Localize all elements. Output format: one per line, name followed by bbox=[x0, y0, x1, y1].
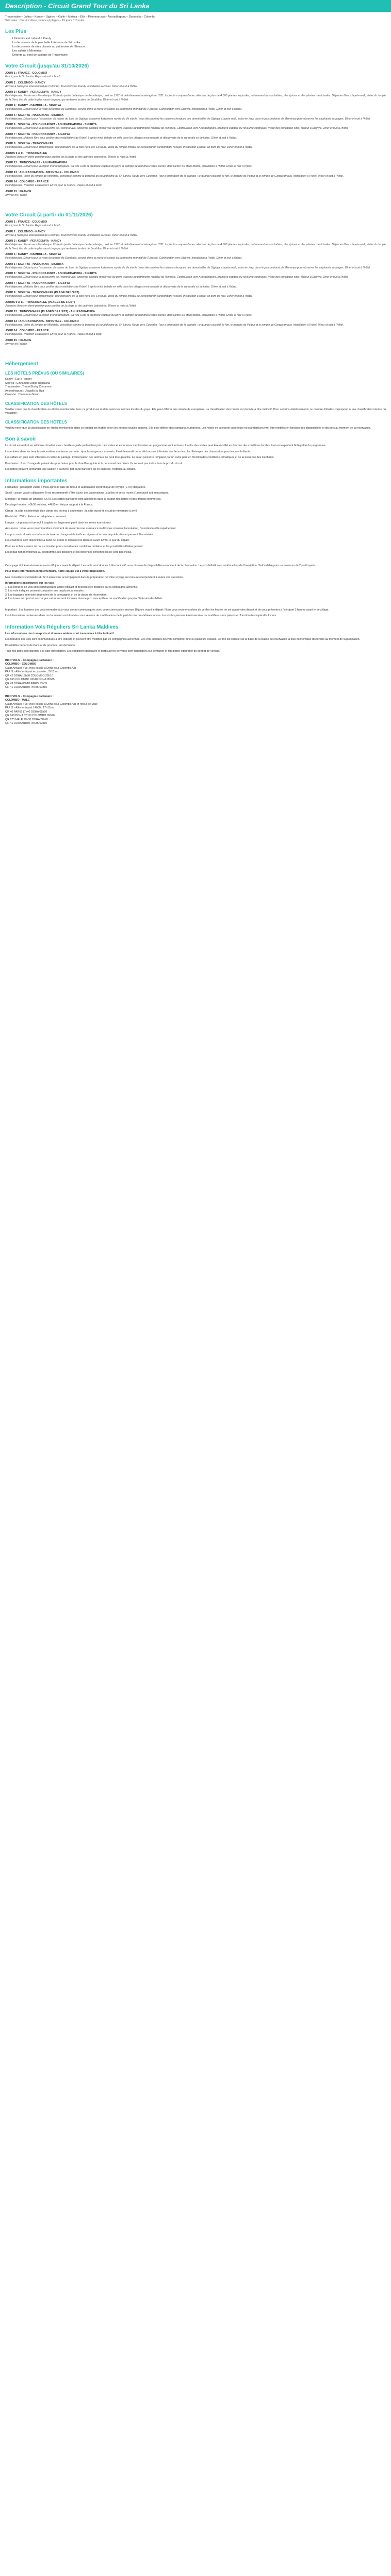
page bbox=[0, 0, 391, 726]
day-title: JOUR 2 : COLOMBO - KANDY bbox=[5, 230, 45, 233]
day-block bbox=[5, 161, 386, 169]
day-description: Petit déjeuner. Route vers Peradeniya. Visite du jardin botanique de Peradeniya, créé en 1371 et définitivement aménagé en 1821. Le jardin comprend une collection de plus de 4 000 plantes tropicales, notamment des orchidées, des épices et des plantes médicinales. Déjeuner libre. L'après-midi, visite du temple de la Dent, lieu de culte le plus sacré du pays, qui renferme la dent de Bouddha. Dîner et nuit à l'hôtel. bbox=[5, 243, 386, 250]
info-line: Climat : la côte est bénéficie d'un climat sec de mai à septembre ; la côte ouest et le sud de novembre à avril. bbox=[5, 509, 138, 513]
day-title: JOUR 14 : COLOMBO - FRANCE bbox=[5, 180, 49, 183]
flight-group bbox=[5, 695, 386, 726]
flight-line: Qatar Airways : Vol avec escale à Doha pour Colombo A/R bbox=[5, 666, 76, 670]
flight-group bbox=[5, 659, 386, 690]
day-title: JOUR 14 : COLOMBO - FRANCE bbox=[5, 329, 49, 332]
day-block bbox=[5, 190, 386, 198]
hebergement-title: Hébergement bbox=[5, 361, 38, 367]
booking-info: Ce voyage doit être réservé au moins 60 jours avant le départ. Les tarifs sont donnés à titre indicatif, sous réserve de disponibilité au moment de la réservation. Le prix définitif sera confirmé lors de l'inscription. Tarif valable pour un minimum de 2 participants. bbox=[5, 564, 317, 567]
flight-info-line: 4. Les taxes aéroport et surcharges carburant sont incluses dans le prix, susceptibles de modification jusqu'à l'émission des billets. bbox=[5, 597, 164, 600]
contact-info: Pour toute information complémentaire, notre équipe est à votre disposition. bbox=[5, 570, 105, 573]
bon-a-savoir-paragraph: Pourboires : il est d'usage de prévoir des pourboires pour le chauffeur-guide et le personnel des hôtels. Ils ne sont pas inclus dans le prix du circuit. bbox=[5, 462, 183, 465]
day-block bbox=[5, 123, 386, 131]
day-title: JOUR 7 : SIGIRIYA - POLONNARUWA - SIGIRIYA bbox=[5, 281, 70, 285]
infos-title: Informations importantes bbox=[5, 478, 68, 484]
day-block bbox=[5, 300, 386, 309]
flight-line: QR 665 COLOMBO 03h10 DOHA 05h35 bbox=[5, 678, 55, 681]
day-title: JOUR 3 : KANDY - PERADENIYA - KANDY bbox=[5, 91, 61, 94]
flight-info-line: 1. Les horaires de vols sont communiqués à titre indicatif et peuvent être modifiés par la compagnie aérienne. bbox=[5, 585, 138, 589]
day-title: JOUR 15 : FRANCE bbox=[5, 190, 31, 193]
vols-p3: Possibilités départs de Paris et de province, sur demande. bbox=[5, 643, 76, 647]
day-block bbox=[5, 81, 386, 89]
flights-info-list bbox=[5, 586, 386, 601]
day-title: JOUR 2 : COLOMBO - KANDY bbox=[5, 81, 45, 84]
bon-a-savoir-title: Bon à savoir bbox=[5, 436, 37, 442]
classification-text-2: Veuillez noter que la classification en étoiles mentionnée dans ce produit est établie selon les normes locales du pays. Elle peut différer des standards européens. Les hôtels en catégorie supérieure ou standard peuvent être modifiés en fonction des disponibilités et des prix au moment de la réservation. bbox=[5, 426, 371, 430]
hotels-list bbox=[5, 378, 386, 397]
day-description: Petit déjeuner. Route vers Peradeniya. Visite du jardin botanique de Peradeniya, créé en 1371 et définitivement aménagé en 1821. Le jardin comprend une collection de plus de 4 000 plantes tropicales, notamment des orchidées, des épices et des plantes médicinales. Déjeuner libre. L'après-midi, visite du temple de la Dent, lieu de culte le plus sacré du pays, qui renferme la dent de Bouddha. Dîner et nuit à l'hôtel. bbox=[5, 94, 386, 101]
day-description: Petit déjeuner. Matinée libre pour profiter des installations de l'hôtel. L'après-midi, balade en vélo dans les villages environnants et découverte de la vie rurale sri lankaise. Dîner et nuit à l'hôtel. bbox=[5, 136, 237, 140]
page-header bbox=[0, 0, 391, 12]
day-description: Petit déjeuner. Départ pour la découverte de Polonnaruwa, ancienne capitale médiévale du pays, classée au patrimoine mondial de l'Unesco. Continuation vers Anuradhapura, première capitale du royaume cinghalais. Visite des principaux sites. Retour à Sigiriya. Dîner et nuit à l'hôtel. bbox=[5, 276, 349, 279]
info-line: Pour les enfants, merci de nous consulter pour connaître les conditions tarifaires et les possibilités d'hébergement. bbox=[5, 545, 144, 548]
day-description: Envol pour le Sri Lanka. Repas et nuit à bord. bbox=[5, 224, 60, 227]
flight-group-name: INFO VOLS – Compagnie Partenaire : bbox=[5, 658, 54, 662]
day-block bbox=[5, 132, 386, 141]
info-line: Les chambres sont disponibles à partir de 14h00 et doivent être libérées avant 12h00 le jour du départ. bbox=[5, 539, 130, 542]
circuit1-title: Votre Circuit (jusqu'au 31/10/2026) bbox=[5, 63, 89, 69]
hotel-item: Sigiriya : Cinnamon Lodge Habarana bbox=[5, 381, 50, 385]
classification-title: CLASSIFICATION DES HÔTELS bbox=[5, 401, 67, 406]
info-line: Électricité : 230 V. Prévoir un adaptateur universel. bbox=[5, 515, 67, 518]
bon-a-savoir-paragraph: Les entrées dans les temples nécessitent une tenue correcte : épaules et genoux couverts. Il est demandé de se déchausser à l'entrée des lieux de culte. Prévoyez des chaussettes pour les sols brûlants. bbox=[5, 450, 251, 453]
day-description: Petit déjeuner. Départ pour Trincomalee, ville portuaire de la côte nord-est. En route, visite du temple hindou de Koneswaram surplombant l'océan. Installation à l'hôtel en bord de mer. Dîner et nuit à l'hôtel. bbox=[5, 295, 253, 298]
day-block bbox=[5, 220, 386, 228]
classification-title-2: CLASSIFICATION DES HÔTELS bbox=[5, 419, 67, 425]
bon-a-savoir-paragraph: Le circuit est réalisé en véhicule climatisé avec chauffeur-guide parlant français. Les visites et excursions mentionnées au programme sont incluses. L'ordre des visites peut être modifié en fonction des conditions locales, tout en respectant l'intégralité du programme. bbox=[5, 444, 327, 447]
classification-text: Veuillez noter que la classification en étoiles mentionnée dans ce produit est établie selon les normes locales du pays. Elle peut différer des standards européens. La classification des hôtels est donnée à titre indicatif. Pour certains établissements, le nombre d'étoiles correspond à une classification interne du voyagiste. bbox=[5, 408, 386, 415]
day-description: Petit déjeuner. Départ pour la découverte de Polonnaruwa, ancienne capitale médiévale du pays, classée au patrimoine mondial de l'Unesco. Continuation vers Anuradhapura, première capitale du royaume cinghalais. Visite des principaux sites. Retour à Sigiriya. Dîner et nuit à l'hôtel. bbox=[5, 127, 349, 130]
day-description: Journées libres en demi-pension pour profiter de la plage et des activités balnéaires. Dîners et nuits à l'hôtel. bbox=[5, 304, 137, 308]
vols-p4: Tous nos tarifs sont garantis à la date d'inscription. Les conditions générales et particulières de vente sont disponibles sur demande et font partie intégrante du contrat de voyage. bbox=[5, 650, 220, 653]
flight-line: Qatar Airways : Vol avec escale à Doha pour Colombo A/R et retour de Malé bbox=[5, 702, 98, 706]
day-title: JOUR 12 : TRINCOMALEE (PLAGES DE L'EST) - ANURADHAPURA bbox=[5, 310, 95, 313]
day-title: JOUR 4 : KANDY - DAMBULLA - SIGIRIYA bbox=[5, 104, 61, 107]
day-title: JOUR 8 : SIGIRIYA - TRINCOMALEE (PLAGE DE L'EST) bbox=[5, 291, 79, 294]
day-block bbox=[5, 171, 386, 179]
plus-item: • L'itinéraire est culturel à Kandy bbox=[12, 37, 386, 41]
flight-info-line: 2. Les vols indiqués peuvent comporter une ou plusieurs escales. bbox=[5, 589, 85, 592]
day-title: JOUR 3 : KANDY - PERADENIYA - KANDY bbox=[5, 240, 61, 243]
flight-group-name: INFO VOLS – Compagnie Partenaire : bbox=[5, 694, 54, 698]
day-title: JOUR 15 : FRANCE bbox=[5, 338, 31, 342]
day-block bbox=[5, 319, 386, 328]
day-description: Petit déjeuner. Transfert à l'aéroport. Envol pour la France. Repas et nuit à bord. bbox=[5, 184, 102, 187]
hotel-item: Anuradhapura : Ulagalla by Uga bbox=[5, 389, 44, 393]
day-title: JOUR 4 : KANDY - DAMBULLA - SIGIRIYA bbox=[5, 253, 61, 256]
day-title: JOUR 13 : ANURADHAPURA - MIHINTALE - COLOMBO bbox=[5, 171, 79, 174]
flight-line: QR 42 DOHA 15h50 COLOMBO 22h10 bbox=[5, 674, 53, 677]
day-description: Envol pour le Sri Lanka. Repas et nuit à bord. bbox=[5, 75, 60, 78]
bon-a-savoir-paragraph: Les hôtels peuvent demander une caution à l'arrivée, par carte bancaire ou en espèces, restituée au départ. bbox=[5, 468, 136, 471]
circuit2-days bbox=[5, 220, 386, 346]
vols-p1: Les informations des transports et douanes aériens sont transmises à titre indicatif. bbox=[5, 632, 115, 635]
bon-a-savoir-paragraph: Les safaris en jeep sont effectués en véhicule partagé. L'observation des animaux ne peut être garantie. Le safari peut être remplacé par un autre parc en fonction des conditions climatiques et de la présence des éléphants. bbox=[5, 456, 275, 459]
day-title: JOURS 9 A 11 : TRINCOMALEE (PLAGES DE L'EST) bbox=[5, 300, 75, 304]
day-block bbox=[5, 262, 386, 270]
info-line: Les prix sont calculés sur la base de taux de change et de tarifs en vigueur à la date de publication et peuvent être révisés. bbox=[5, 533, 154, 536]
day-title: JOUR 5 : SIGIRIYA - HABARANA - SIGIRIYA bbox=[5, 262, 64, 266]
flight-line: QR 41 DOHA 01h50 PARIS 07h10 bbox=[5, 722, 47, 725]
day-block bbox=[5, 310, 386, 318]
day-description: Petit déjeuner. Départ pour la visite du temple de Dambulla, creusé dans la roche et classé au patrimoine mondial de l'Unesco. Continuation vers Sigiriya. Installation à l'hôtel. Dîner et nuit à l'hôtel. bbox=[5, 257, 242, 260]
flight-line: QR 41 DOHA 01h50 PARIS 07h10 bbox=[5, 686, 47, 689]
day-block bbox=[5, 142, 386, 150]
info-line: Décalage horaire : +3h30 en hiver, +4h30 en été par rapport à la France. bbox=[5, 503, 93, 506]
day-description: Petit déjeuner. Départ pour la visite du temple de Dambulla, creusé dans la roche et classé au patrimoine mondial de l'Unesco. Continuation vers Sigiriya. Installation à l'hôtel. Dîner et nuit à l'hôtel. bbox=[5, 108, 242, 111]
day-title: JOUR 8 : SIGIRIYA - TRINCOMALEE bbox=[5, 142, 54, 145]
vols-groups bbox=[5, 659, 386, 726]
day-description: Arrivée en France. bbox=[5, 193, 28, 197]
circuit2-title: Votre Circuit (à partir du 01/11/2026) bbox=[5, 212, 93, 218]
bon-a-savoir-list bbox=[5, 444, 386, 472]
day-description: Petit déjeuner. Départ pour l'ascension du rocher du Lion de Sigiriya, ancienne forteresse royale du Ve siècle. Vous découvrirez les célèbres fresques des demoiselles de Sigiriya. L'après-midi, safari en jeep dans le parc national de Minneriya pour observer les éléphants sauvages. Dîner et nuit à l'hôtel. bbox=[5, 117, 371, 121]
day-title: JOUR 12 : TRINCOMALEE - ANURADHAPURA bbox=[5, 161, 68, 164]
info-line: Les repas non mentionnés au programme, les boissons et les dépenses personnelles ne sont pas inclus. bbox=[5, 551, 132, 554]
flight-line: QR 668 DOHA 02h30 COLOMBO 09h20 bbox=[5, 714, 55, 717]
day-title: JOUR 7 : SIGIRIYA - POLONNARUWA - SIGIRIYA bbox=[5, 132, 70, 136]
flight-line: QR 675 MALE 19h30 DOHA 22h45 bbox=[5, 718, 48, 721]
day-block bbox=[5, 272, 386, 280]
day-description: Arrivée à l'aéroport international de Colombo. Transfert vers Kandy. Installation à l'hôtel. Dîner et nuit à l'hôtel. bbox=[5, 233, 138, 237]
day-description: Journées libres en demi-pension pour profiter de la plage et des activités balnéaires. Dîners et nuits à l'hôtel. bbox=[5, 155, 137, 159]
intro-places: Trincomalee – Jaffna – Kandy – Sigiriya – Galle – Mirissa – Ella – Polonnaruwa – Anuradhapura – Dambulla – Colombo bbox=[5, 15, 156, 19]
day-block bbox=[5, 151, 386, 160]
flights-info-title: Informations importantes sur les vols bbox=[5, 582, 54, 585]
infos-list bbox=[5, 486, 386, 555]
day-block bbox=[5, 90, 386, 102]
day-title: JOUR 6 : SIGIRIYA - POLONNARUWA - ANURADHAPURA - SIGIRIYA bbox=[5, 123, 97, 126]
day-description: Petit déjeuner. Matinée libre pour profiter des installations de l'hôtel. L'après-midi, balade en vélo dans les villages environnants et découverte de la vie rurale sri lankaise. Dîner et nuit à l'hôtel. bbox=[5, 285, 237, 289]
hotels-subtitle: LES HÔTELS PRÉVUS (OU SIMILAIRES) bbox=[5, 371, 84, 376]
day-description: Petit déjeuner. Transfert à l'aéroport. Envol pour la France. Repas et nuit à bord. bbox=[5, 333, 102, 336]
day-block bbox=[5, 113, 386, 122]
day-block bbox=[5, 329, 386, 337]
plus-title: Les Plus bbox=[5, 29, 27, 35]
hotel-item: Trincomalee : Trinco Blu by Cinnamon bbox=[5, 385, 52, 388]
info-line: Santé : aucun vaccin obligatoire. Il est recommandé d'être à jour des vaccinations usuelles et de se munir d'un répulsif anti-moustiques. bbox=[5, 492, 169, 495]
flight-line: PARIS - Aller le départ 14h00 ; 17h15 ou bbox=[5, 706, 55, 709]
day-description: Petit déjeuner. Visite du temple de Mihintale, considéré comme le berceau du bouddhisme au Sri Lanka. Route vers Colombo. Tour d'orientation de la capitale : le quartier colonial, le fort, le marché de Pettah et le temple de Gangaramaya. Installation à l'hôtel. Dîner et nuit à l'hôtel. bbox=[5, 323, 344, 327]
info-line: Assurance : nous vous recommandons vivement de souscrire une assurance multirisque couvrant l'annulation, l'assistance et le rapatriement. bbox=[5, 527, 177, 530]
day-description: Petit déjeuner. Départ pour l'ascension du rocher du Lion de Sigiriya, ancienne forteresse royale du Ve siècle. Vous découvrirez les célèbres fresques des demoiselles de Sigiriya. L'après-midi, safari en jeep dans le parc national de Minneriya pour observer les éléphants sauvages. Dîner et nuit à l'hôtel. bbox=[5, 266, 371, 269]
vols-p2: Les horaires des vols sont communiqués à titre indicatif et peuvent être modifiés par les compagnies aériennes. Les vols indiqués peuvent comporter une ou plusieurs escales. Le prix est calculé sur la base de la classe de réservation la plus économique disponible au moment de la publication. bbox=[5, 638, 361, 641]
plus-item: • La découverte de sites classés au patrimoine de l'Unesco bbox=[12, 45, 386, 49]
info-line: Langue : cinghalais et tamoul. L'anglais est largement parlé dans les zones touristiques. bbox=[5, 521, 112, 524]
day-block bbox=[5, 252, 386, 261]
advisor-info: Nos conseillers spécialistes du Sri Lanka vous accompagnent dans la préparation de votre voyage sur mesure et répondent à toutes vos questions. bbox=[5, 575, 184, 579]
plus-item: • La découverte de la plus belle forteresse de Sri Lanka bbox=[12, 41, 386, 45]
day-block bbox=[5, 338, 386, 347]
intro-summary: Sri Lanka : Circuit culture, nature et plages – 15 jours / 13 nuits bbox=[5, 19, 85, 22]
flight-group-route: COLOMBO - MALE bbox=[5, 699, 30, 702]
plus-item: • Détente au bord de la plage de Trincomalee bbox=[12, 53, 386, 57]
day-description: Petit déjeuner. Départ pour la région d'Anuradhapura. La ville a été la première capitale du pays et compte de nombreux sites sacrés, dont l'arbre Sri Maha Bodhi. Installation à l'hôtel. Dîner et nuit à l'hôtel. bbox=[5, 165, 252, 168]
day-block bbox=[5, 291, 386, 299]
flight-group-route: COLOMBO - COLOMBO bbox=[5, 663, 37, 666]
page-title: Description - Circuit Grand Tour du Sri Lanka bbox=[5, 2, 150, 10]
plus-item: • Les safaris à Minneriya bbox=[12, 49, 386, 53]
flight-line: QR 43 DOHA 08h10 PARIS 13h35 bbox=[5, 682, 47, 685]
flight-times-note: Important : Les horaires des vols internationaux vous seront communiqués avec votre convocation environ 10 jours avant le départ. Nous vous recommandons de vérifier les heures de vol avant votre départ et de vous présenter à l'aéroport 3 heures avant le décollage. bbox=[5, 608, 329, 612]
info-line: Monnaie : la roupie sri lankaise (LKR). Les cartes bancaires sont acceptées dans la plupart des hôtels et des grands commerces. bbox=[5, 497, 161, 501]
plus-list bbox=[12, 37, 386, 57]
circuit1-days bbox=[5, 71, 386, 197]
info-line: Formalités : passeport valide 6 mois après la date de retour et autorisation électronique de voyage (ETA) obligatoire. bbox=[5, 485, 146, 489]
day-block bbox=[5, 281, 386, 290]
day-description: Petit déjeuner. Visite du temple de Mihintale, considéré comme le berceau du bouddhisme au Sri Lanka. Route vers Colombo. Tour d'orientation de la capitale : le quartier colonial, le fort, le marché de Pettah et le temple de Gangaramaya. Installation à l'hôtel. Dîner et nuit à l'hôtel. bbox=[5, 174, 344, 178]
hotel-item: Colombo : Cinnamon Grand bbox=[5, 393, 39, 396]
day-block bbox=[5, 239, 386, 251]
day-title: JOUR 1 : FRANCE - COLOMBO bbox=[5, 72, 47, 75]
day-block bbox=[5, 180, 386, 188]
day-title: JOUR 1 : FRANCE - COLOMBO bbox=[5, 221, 47, 224]
day-description: Arrivée à l'aéroport international de Colombo. Transfert vers Kandy. Installation à l'hôtel. Dîner et nuit à l'hôtel. bbox=[5, 84, 138, 88]
flight-info-line: 3. Les bagages autorisés dépendent de la compagnie et de la classe de réservation. bbox=[5, 593, 107, 597]
disclaimer: Les informations contenues dans ce document sont données sous réserve de modifications de la part de nos prestataires locaux. Les visites peuvent être inversées ou modifiées sans préavis en fonction des impératifs locaux. bbox=[5, 614, 277, 617]
flight-line: PARIS - Aller le départ en journée ; 7h15 ou bbox=[5, 670, 58, 673]
day-title: JOUR 5 : SIGIRIYA - HABARANA - SIGIRIYA bbox=[5, 113, 64, 117]
day-title: JOUR 6 : SIGIRIYA - POLONNARUWA - ANURADHAPURA - SIGIRIYA bbox=[5, 272, 97, 275]
day-title: JOURS 9 A 11 : TRINCOMALEE bbox=[5, 151, 47, 155]
day-block bbox=[5, 104, 386, 112]
vols-title: Information Vols Réguliers Sri Lanka Maldives bbox=[5, 624, 119, 630]
day-block bbox=[5, 230, 386, 238]
day-description: Petit déjeuner. Départ pour la région d'Anuradhapura. La ville a été la première capitale du pays et compte de nombreux sites sacrés, dont l'arbre Sri Maha Bodhi. Installation à l'hôtel. Dîner et nuit à l'hôtel. bbox=[5, 314, 252, 317]
day-description: Petit déjeuner. Départ pour Trincomalee, ville portuaire de la côte nord-est. En route, visite du temple hindou de Koneswaram surplombant l'océan. Installation à l'hôtel en bord de mer. Dîner et nuit à l'hôtel. bbox=[5, 146, 253, 149]
hotel-item: Kandy : Earl's Regent bbox=[5, 378, 32, 381]
day-block bbox=[5, 71, 386, 79]
day-title: JOUR 13 : ANURADHAPURA - MIHINTALE - COLOMBO bbox=[5, 319, 79, 323]
day-description: Arrivée en France. bbox=[5, 342, 28, 346]
flight-line: QR 40 PARIS 17h40 DOHA 01h20 bbox=[5, 710, 47, 714]
